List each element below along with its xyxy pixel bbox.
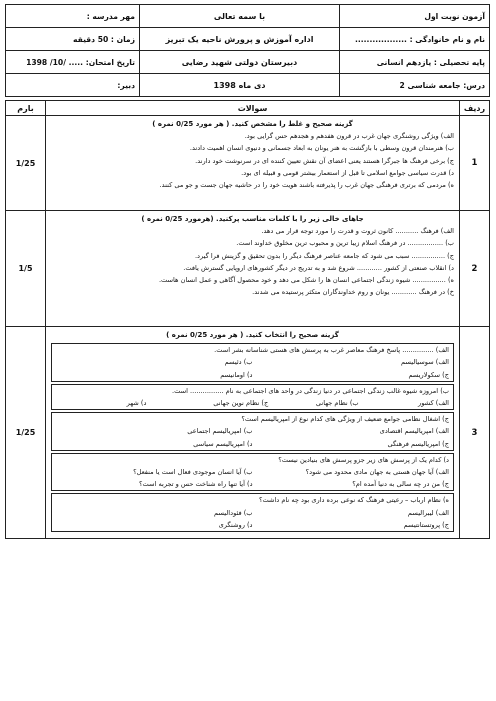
column-score: بارم	[6, 101, 46, 116]
question-row	[6, 116, 490, 211]
mcq-stem: د) کدام یک از پرسش های زیر جزو پرسش های بنیادین نیست؟	[278, 455, 449, 464]
question-line: ج) ................ سبب می شود که جامعه عناصر فرهنگ دیگر را بدون تحقیق و گزینش فرا گیرد.	[194, 251, 454, 260]
exam-date-label: تاریخ امتحان: ..... /10/ 1398	[6, 51, 140, 74]
mcq-option: الف) امپریالیسم اقتصادی	[379, 427, 449, 436]
stamp-label: مهر مدرسه :	[6, 5, 140, 28]
mcq-options	[56, 369, 449, 381]
mcq-option: الف) کشور	[418, 399, 449, 408]
mcq-option: الف) لیبرالیسم	[407, 508, 449, 517]
mcq-stem: ب) امروزه شیوه غالب زندگی اجتماعی در دنیا زندگی در واحد های اجتماعی به نام ................ است.	[172, 386, 449, 395]
mcq-options	[56, 466, 449, 478]
mcq-item	[51, 343, 454, 382]
column-questions: سوالات	[46, 101, 460, 116]
question-title: جاهای خالی زیر را با کلمات مناسب پرکنید. (هرمورد 0/25 نمره )	[141, 215, 364, 223]
question-line: الف) ویژگی روشنگری جهان غرب در قرون هفدهم و هجدهم حس گرایی بود.	[244, 132, 454, 141]
question-number: 3	[460, 327, 490, 539]
header-title-4: دی ماه 1398	[140, 74, 340, 97]
mcq-options	[56, 478, 449, 490]
header-title-2: اداره آموزش و پرورش ناحیه یک تبریز	[140, 28, 340, 51]
grade-label: پایه تحصیلی : یازدهم انسانی	[340, 51, 490, 74]
mcq-option: ب) دئیسم	[224, 358, 253, 367]
question-line: خ) در فرهنگ ............ یونان و روم خداوندگاران متکثر پرستیده می شدند.	[252, 288, 454, 297]
question-body	[46, 211, 460, 327]
mcq-option: ج) پروتستانتیسم	[403, 520, 449, 529]
mcq-options	[56, 397, 449, 409]
exam-page	[6, 4, 490, 539]
mcq-option: ب) نظام جهانی	[315, 399, 359, 408]
mcq-option: ب) فئودالیسم	[214, 508, 253, 517]
exam-label: آزمون نوبت اول	[340, 5, 490, 28]
column-row-number: ردیف	[460, 101, 490, 116]
questions-table	[5, 100, 490, 539]
mcq-item	[51, 453, 454, 492]
question-line: ب) هنرمندان قرون وسطی با بازگشت به هنر یونان به ابعاد جسمانی و دنیوی انسان اهمیت دادند.	[189, 144, 454, 153]
mcq-option: ب) امپریالیسم اجتماعی	[187, 427, 253, 436]
mcq-options	[56, 425, 449, 437]
question-line: ه) مردمی که برتری فرهنگی جهان غرب را پذیرفته باشند هویت خود را در حاشیه جهان جست و جو می کنند.	[159, 181, 454, 190]
mcq-options	[56, 507, 449, 519]
mcq-option: ج) امپریالیسم فرهنگی	[387, 439, 449, 448]
mcq-options	[56, 356, 449, 368]
time-label: زمان : 50 دقیقه	[6, 28, 140, 51]
mcq-option: د) روشنگری	[218, 520, 253, 529]
subject-label: درس: جامعه شناسی 2	[340, 74, 490, 97]
question-title: گزینه صحیح و غلط را مشخص کنید. ( هر مورد 0/25 نمره )	[152, 120, 353, 128]
question-line: ج) برخی فرهنگ ها جبرگرا هستند یعنی اعضای آن نقش تعیین کننده ای در سرنوشت خود دارند.	[195, 156, 454, 165]
mcq-option: ج) من در چه سالی به دنیا آمده ام؟	[352, 480, 449, 489]
mcq-stem: ه) نظام ارباب – رعیتی فرهنگ که نوعی برده داری بود چه نام داشت؟	[258, 496, 449, 505]
exam-header	[5, 4, 490, 97]
question-line: د) انقلاب صنعتی از کشور ............ شروع شد و به تدریج در دیگر کشورهای اروپایی گسترش یافت.	[183, 263, 454, 272]
mcq-option: ج) سکولاریسم	[408, 370, 449, 379]
mcq-option: ب) آیا انسان موجودی فعال است یا منفعل؟	[133, 468, 253, 477]
mcq-option: د) آیا تنها راه شناخت حس و تجربه است؟	[139, 480, 253, 489]
mcq-option: د) شهر	[126, 399, 147, 408]
mcq-item	[51, 493, 454, 532]
question-row	[6, 211, 490, 327]
header-title-3: دبیرستان دولتی شهید رضایی	[140, 51, 340, 74]
mcq-item	[51, 384, 454, 410]
question-body	[46, 327, 460, 539]
header-title-1: با سمه تعالی	[140, 5, 340, 28]
mcq-option: ج) نظام نوین جهانی	[213, 399, 269, 408]
question-score: 1/5	[6, 211, 46, 327]
mcq-option: الف) آیا جهان هستی به جهان مادی محدود می شود؟	[305, 468, 449, 477]
student-name-label: نام و نام خانوادگی : ..................	[340, 28, 490, 51]
question-number: 1	[460, 116, 490, 211]
teacher-label: دبیر:	[6, 74, 140, 97]
mcq-stem: ج) اشغال نظامی جوامع ضعیف از ویژگی های کدام نوع از امپریالیسم است؟	[241, 415, 449, 424]
question-line: ب) ................. در فرهنگ اسلام زیبا ترین و محبوب ترین مخلوق خداوند است.	[236, 239, 454, 248]
question-score: 1/25	[6, 116, 46, 211]
mcq-item	[51, 412, 454, 451]
question-score: 1/25	[6, 327, 46, 539]
mcq-option: الف) سوسیالیسم	[400, 358, 449, 367]
mcq-stem: الف) ............... پاسخ فرهنگ معاصر غرب به پرسش های هستی شناسانه بشر است.	[214, 346, 449, 355]
mcq-option: د) امپریالیسم سیاسی	[193, 439, 253, 448]
question-line: الف) فرهنگ ........... کانون ثروت و قدرت را مورد توجه قرار می دهد.	[261, 227, 454, 236]
question-title: گزینه صحیح را انتخاب کنید. ( هر مورد 0/25 نمره )	[166, 331, 339, 339]
mcq-option: د) اومانیسم	[220, 370, 253, 379]
mcq-options	[56, 519, 449, 531]
question-number: 2	[460, 211, 490, 327]
question-line: د) قدرت سیاسی جوامع اسلامی تا قبل از استعمار بیشتر قومی و قبیله ای بود.	[241, 168, 454, 177]
question-row	[6, 327, 490, 539]
mcq-options	[56, 438, 449, 450]
column-header-row	[6, 101, 490, 116]
question-line: ه) ................ شیوه زندگی اجتماعی انسان ها را شکل می دهد و خود محصول آگاهی و عمل انسان هاست.	[158, 276, 454, 285]
question-body	[46, 116, 460, 211]
